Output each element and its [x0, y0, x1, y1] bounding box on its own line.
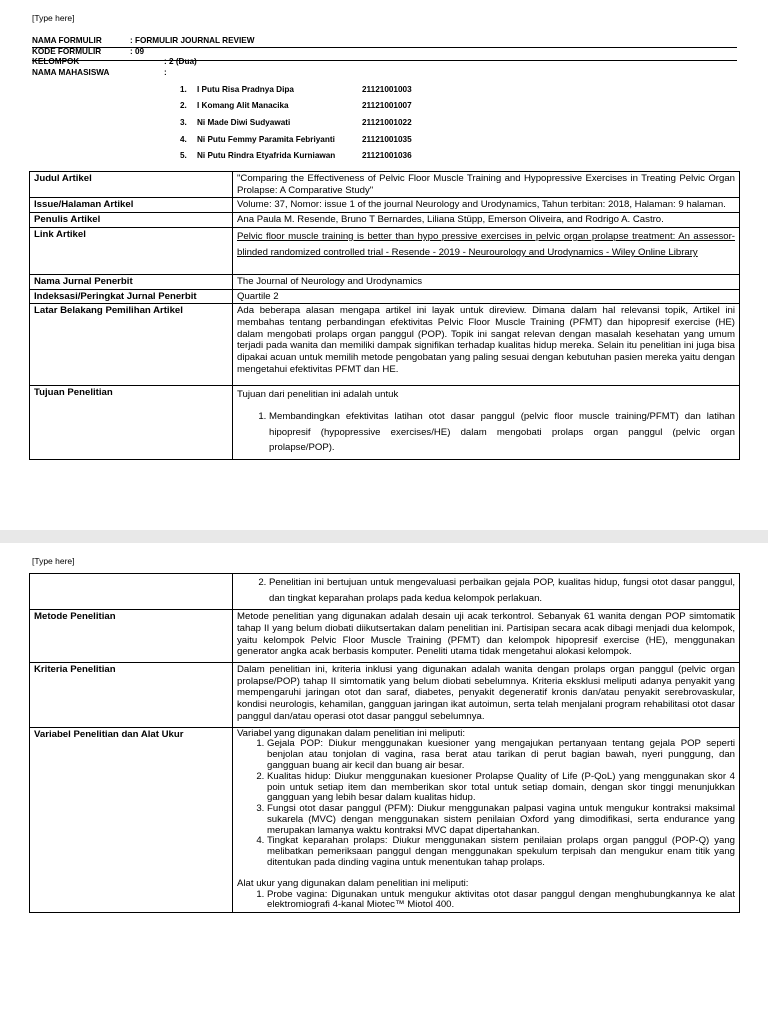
tools-list	[237, 890, 735, 912]
table-row	[30, 227, 740, 274]
purpose-label: Tujuan Penelitian	[30, 386, 233, 459]
form-name-label: NAMA FORMULIR	[32, 36, 102, 45]
table-row	[30, 289, 740, 304]
students-label: NAMA MAHASISWA	[32, 67, 110, 77]
table-row	[30, 304, 740, 386]
table-row	[30, 727, 740, 913]
article-link[interactable]: Pelvic floor muscle training is better than hypo pressive exercises in pelvic organ prolapse treatment: An assessor-blinded randomized controlled trial - Resende - 2019 - Neurourology and Urodynamics - Wiley Online Library	[237, 230, 735, 258]
variables-list	[237, 739, 735, 869]
member-row	[180, 131, 412, 148]
member-number: 4.	[180, 134, 187, 144]
list-item: 4. Tingkat keparahan prolaps: Diukur menggunakan sistem penilaian prolaps organ panggul (POP-Q) yang melibatkan pemeriksaan panggul dengan menggunakan spekulum terpisah dan mengukur enam titik yang ditentukan pada dinding vagina untuk menentukan tahap prolaps.	[267, 836, 735, 868]
purpose-list	[237, 409, 735, 456]
method-value: Metode penelitian yang digunakan adalah desain uji acak terkontrol. Sebanyak 61 wanita dengan POP simtomatik tahap II yang belum diobati diikutsertakan dalam penelitian ini. Partisipan secara acak dibagi menjadi dua kelompok, yaitu kelompok Pelvic Floor Muscle Training (PFMT) dan kelompok hipopresif exercise (HE), menggunakan generator angka acak berbasis komputer. Peneliti utama tidak mengetahui alokasi kelompok.	[233, 610, 740, 663]
member-nim: 21121001003	[362, 84, 412, 94]
journal-value: The Journal of Neurology and Urodynamics	[233, 274, 740, 289]
criteria-label: Kriteria Penelitian	[30, 663, 233, 728]
variables-label: Variabel Penelitian dan Alat Ukur	[30, 727, 233, 913]
table-row	[30, 386, 740, 459]
list-item: 1. Probe vagina: Digunakan untuk mengukur aktivitas otot dasar panggul dengan menghubungkannya ke alat elektromiografi 4-kanal Miotec™ Miotol 400.	[267, 890, 735, 912]
member-nim: 21121001007	[362, 101, 412, 111]
purpose-intro: Tujuan dari penelitian ini adalah untuk	[237, 389, 399, 401]
document-page-2	[0, 543, 768, 1024]
issue-label: Issue/Halaman Artikel	[30, 198, 233, 213]
member-number: 3.	[180, 117, 187, 127]
review-table-continued	[29, 573, 740, 913]
member-list	[180, 81, 412, 164]
member-number: 5.	[180, 151, 187, 161]
table-row	[30, 610, 740, 663]
variables-intro: Variabel yang digunakan dalam penelitian ini meliputi:	[237, 727, 466, 739]
member-nim: 21121001036	[362, 151, 412, 161]
member-name: I Komang Alit Manacika	[197, 101, 289, 111]
link-cell	[233, 227, 740, 274]
member-row	[180, 81, 412, 98]
purpose-cont-cell	[233, 574, 740, 610]
member-nim: 21121001035	[362, 134, 412, 144]
form-name-value: : FORMULIR JOURNAL REVIEW	[130, 36, 255, 45]
member-name: Ni Putu Rindra Etyafrida Kurniawan	[197, 151, 336, 161]
author-label: Penulis Artikel	[30, 213, 233, 228]
list-item: 1. Membandingkan efektivitas latihan otot dasar panggul (pelvic floor muscle training/PFMT) dan latihan hipopresif (hypopressive exercises/HE) dalam mengobati prolaps organ panggul (pelvic organ prolapse/POP).	[269, 409, 735, 456]
table-row	[30, 574, 740, 610]
table-row	[30, 198, 740, 213]
member-name: Ni Putu Femmy Paramita Febriyanti	[197, 134, 335, 144]
table-row	[30, 213, 740, 228]
author-value: Ana Paula M. Resende, Bruno T Bernardes, Liliana Stüpp, Emerson Oliveira, and Rodrigo A. Castro.	[233, 213, 740, 228]
page-header: [Type here]	[32, 13, 75, 23]
purpose-list-continued	[237, 575, 735, 606]
list-item: 2. Penelitian ini bertujuan untuk mengevaluasi perbaikan gejala POP, kualitas hidup, fungsi otot dasar panggul, dan tingkat keparahan prolaps pada kedua kelompok perlakuan.	[269, 575, 735, 606]
index-value: Quartile 2	[233, 289, 740, 304]
member-row	[180, 114, 412, 131]
students-value: :	[164, 67, 167, 77]
member-number: 2.	[180, 101, 187, 111]
member-row	[180, 98, 412, 115]
table-row	[30, 663, 740, 728]
background-label: Latar Belakang Pemilihan Artikel	[30, 304, 233, 386]
form-rule-2	[32, 60, 737, 61]
member-name: Ni Made Diwi Sudyawati	[197, 117, 291, 127]
table-row	[30, 172, 740, 198]
form-info	[32, 36, 737, 78]
purpose-cont-label	[30, 574, 233, 610]
criteria-value: Dalam penelitian ini, kriteria inklusi yang digunakan adalah wanita dengan prolaps organ panggul (pelvic organ prolapse/POP) tahap II simtomatik yang belum diobati sebelumnya. Kriteria eksklusi meliputi adanya penyakit yang mempengaruhi jaringan otot dan saraf, diabetes, penyakit degeneratif kronis dan/atau penyakit serebrovaskular, kondisi neurologis, kehamilan, gangguan jaringan ikat autoimun, serta telah menjalani program rehabilitasi otot dasar panggul dan/atau operasi otot dasar panggul sebelumnya.	[233, 663, 740, 728]
purpose-cell	[233, 386, 740, 459]
title-label: Judul Artikel	[30, 172, 233, 198]
background-value: Ada beberapa alasan mengapa artikel ini layak untuk direview. Dimana dalam hal relevansi topik, Artikel ini membahas tentang perbandingan efektivitas Pelvic Floor Muscle Training (PFMT) dan hipopresif exercise (HE) dalam mengobati prolaps organ panggul (POP). Topik ini sangat relevan dengan masalah kesehatan yang umum terjadi pada wanita dan memiliki dampak signifikan terhadap kualitas hidup mereka. Selain itu penelitian ini juga bisa dipakai acuan untuk memilih metode pengobatan yang paling sesuai dengan kebutuhan pasien mereka yaitu dengan mengetahui efektivitas PFMT dan HE.	[233, 304, 740, 386]
member-number: 1.	[180, 84, 187, 94]
variables-cell	[233, 727, 740, 913]
method-label: Metode Penelitian	[30, 610, 233, 663]
page-header: [Type here]	[32, 556, 75, 566]
group-value: : 2 (Dua)	[164, 57, 197, 66]
form-rule-1	[32, 47, 737, 48]
list-item: 2. Kualitas hidup: Diukur menggunakan kuesioner Prolapse Quality of Life (P-QoL) yang menggunakan skor 4 poin untuk setiap item dan memberikan skor total untuk setiap domain, dengan skor tinggi menunjukkan gangguan yang lebih besar dalam kualitas hidup.	[267, 772, 735, 804]
title-value: "Comparing the Effectiveness of Pelvic Floor Muscle Training and Hypopressive Exercises in Treating Pelvic Organ Prolapse: A Comparative Study"	[233, 172, 740, 198]
list-item: 1. Gejala POP: Diukur menggunakan kuesioner yang mengajukan pertanyaan tentang gejala POP seperti benjolan atau tonjolan di vagina, rasa berat atau tarikan di perut bagian bawah, nyeri punggung, dan gangguan buang air kecil dan buang air besar.	[267, 739, 735, 771]
issue-value: Volume: 37, Nomor: issue 1 of the journal Neurology and Urodynamics, Tahun terbitan: 2018, Halaman: 9 halaman.	[233, 198, 740, 213]
table-row	[30, 274, 740, 289]
link-label: Link Artikel	[30, 227, 233, 274]
form-code-label: KODE FORMULIR	[32, 46, 102, 56]
list-item: 3. Fungsi otot dasar panggul (PFM): Diukur menggunakan palpasi vagina untuk mengukur kontraksi maksimal sukarela (MVC) dengan menggunakan sistem penilaian Oxford yang dimodifikasi, serta endurance yang merupakan lamanya waktu kontraksi MVC dapat dipertahankan.	[267, 804, 735, 836]
group-label: KELOMPOK	[32, 57, 80, 66]
member-name: I Putu Risa Pradnya Dipa	[197, 84, 294, 94]
journal-label: Nama Jurnal Penerbit	[30, 274, 233, 289]
form-code-value: : 09	[130, 46, 145, 56]
member-row	[180, 147, 412, 164]
index-label: Indeksasi/Peringkat Jurnal Penerbit	[30, 289, 233, 304]
member-nim: 21121001022	[362, 117, 412, 127]
tools-intro: Alat ukur yang digunakan dalam penelitian ini meliputi:	[237, 877, 469, 889]
review-table	[29, 171, 740, 460]
